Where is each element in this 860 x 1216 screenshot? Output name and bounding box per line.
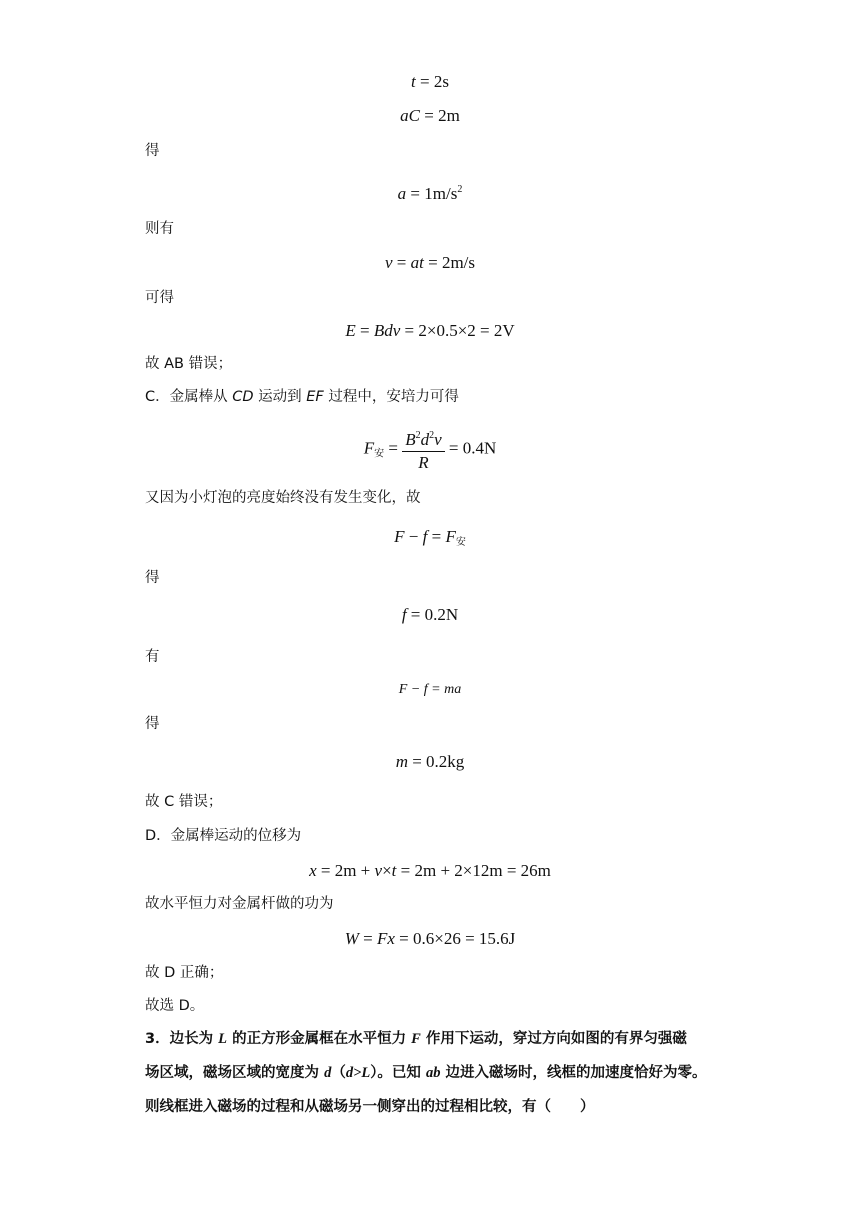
text-kede: 可得	[145, 290, 174, 306]
text-bulb: 又因为小灯泡的亮度始终没有发生变化，故	[145, 490, 421, 506]
text-d-displacement: D．金属棒运动的位移为	[145, 828, 302, 844]
text-zeyou: 则有	[145, 221, 174, 237]
equation-displacement: x = 2m + v×t = 2m + 2×12m = 26m	[309, 861, 551, 880]
equation-work: W = Fx = 0.6×26 = 15.6J	[344, 929, 516, 948]
equation-friction: f = 0.2N	[401, 605, 459, 624]
question-line-1: 3．边长为 L 的正方形金属框在水平恒力 F 作用下运动，穿过方向如图的有界匀强磁	[145, 1031, 687, 1047]
text-c-statement: C．金属棒从 CD 运动到 EF 过程中，安培力可得	[145, 389, 459, 405]
text-work: 故水平恒力对金属杆做的功为	[145, 896, 334, 912]
text-d-correct: 故 D 正确；	[145, 965, 224, 981]
text-ab-wrong: 故 AB 错误；	[145, 356, 233, 372]
text-c-wrong: 故 C 错误；	[145, 794, 223, 810]
equation-acceleration: $a = 1m/s^2$	[397, 184, 463, 203]
equation-emf: E = Bdv = 2×0.5×2 = 2V	[345, 321, 515, 340]
question-line-2: 场区域，磁场区域的宽度为 d（d>L）。已知 ab 边进入磁场时，线框的加速度恰好为零。	[145, 1065, 707, 1081]
equation-force-balance: $F - f = F_安$	[394, 527, 466, 548]
text-answer: 故选 D。	[145, 998, 205, 1014]
equation-mass: m = 0.2kg	[395, 752, 465, 771]
text-you: 有	[145, 649, 160, 665]
equation-newton: F − f = ma	[398, 682, 462, 697]
equation-ampere-force: $F_安$ = $\frac{B^2d^2v}{R}$ = 0.4N	[0, 425, 860, 474]
question-line-3: 则线框进入磁场的过程和从磁场另一侧穿出的过程相比较，有（ ）	[145, 1099, 595, 1115]
equation-velocity: v = at = 2m/s	[384, 253, 476, 272]
text-de-1: 得	[145, 143, 160, 159]
text-de-3: 得	[145, 716, 160, 732]
fraction: $\frac{B^2d^2v}{R}$	[402, 425, 444, 474]
text-de-2: 得	[145, 570, 160, 586]
equation-distance: aC = 2m	[400, 106, 460, 125]
equation-time: t = 2s	[411, 72, 449, 91]
